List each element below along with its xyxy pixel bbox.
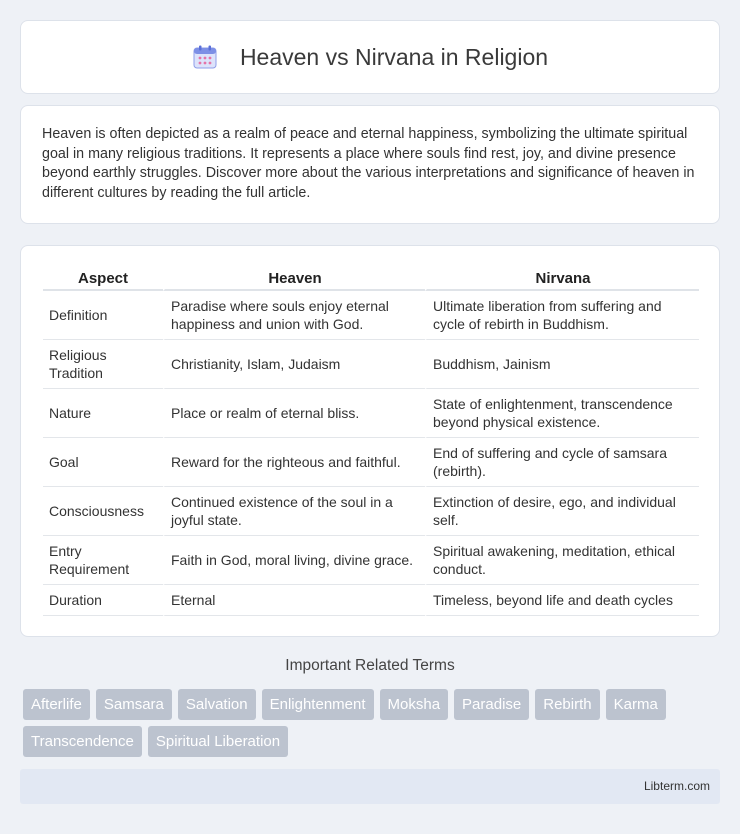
table-header-row: [43, 264, 699, 291]
calendar-icon: [192, 44, 218, 70]
row-heaven: Reward for the righteous and faithful.: [163, 438, 425, 487]
row-heaven: Continued existence of the soul in a joyful state.: [163, 487, 425, 536]
header-card: [20, 20, 720, 94]
row-aspect: Religious Tradition: [43, 340, 163, 389]
row-heaven: Paradise where souls enjoy eternal happiness and union with God.: [163, 291, 425, 340]
row-nirvana: Spiritual awakening, meditation, ethical conduct.: [425, 536, 699, 585]
tag-rebirth[interactable]: Rebirth: [535, 689, 599, 720]
row-aspect: Goal: [43, 438, 163, 487]
header-heaven: Heaven: [163, 264, 425, 291]
row-heaven: Faith in God, moral living, divine grace.: [163, 536, 425, 585]
tag-afterlife[interactable]: Afterlife: [23, 689, 90, 720]
header-nirvana: Nirvana: [425, 264, 699, 291]
tag-salvation[interactable]: Salvation: [178, 689, 256, 720]
row-heaven: Place or realm of eternal bliss.: [163, 389, 425, 438]
footer-site-link[interactable]: Libterm.com: [643, 779, 710, 793]
page-title: Heaven vs Nirvana in Religion: [239, 43, 549, 70]
row-aspect: Entry Requirement: [43, 536, 163, 585]
table-row: [43, 585, 699, 616]
row-aspect: Definition: [43, 291, 163, 340]
related-terms-title: Important Related Terms: [285, 657, 455, 674]
header-aspect: Aspect: [43, 264, 163, 291]
footer: [20, 769, 720, 804]
tag-transcendence[interactable]: Transcendence: [23, 726, 142, 757]
row-nirvana: End of suffering and cycle of samsara (rebirth).: [425, 438, 699, 487]
row-aspect: Nature: [43, 389, 163, 438]
comparison-table: [43, 264, 699, 616]
tag-enlightenment[interactable]: Enlightenment: [262, 689, 374, 720]
table-row: [43, 536, 699, 585]
row-heaven: Christianity, Islam, Judaism: [163, 340, 425, 389]
title-wrap: [192, 44, 548, 71]
row-nirvana: Ultimate liberation from suffering and cycle of rebirth in Buddhism.: [425, 291, 699, 340]
row-aspect: Consciousness: [43, 487, 163, 536]
row-heaven: Eternal: [163, 585, 425, 616]
tag-karma[interactable]: Karma: [606, 689, 666, 720]
intro-text: Heaven is often depicted as a realm of peace and eternal happiness, symbolizing the ultimate spiritual goal in many religious traditions. It represents a place where souls find rest, joy, and divine presence beyond earthly struggles. Discover more about the various interpretations and significance of heaven in different cultures by reading the full article.: [42, 126, 695, 201]
tag-samsara[interactable]: Samsara: [96, 689, 172, 720]
tag-spiritual-liberation[interactable]: Spiritual Liberation: [148, 726, 288, 757]
table-row: [43, 389, 699, 438]
table-row: [43, 438, 699, 487]
related-terms-list: [23, 689, 723, 757]
tag-moksha[interactable]: Moksha: [380, 689, 449, 720]
row-nirvana: Timeless, beyond life and death cycles: [425, 585, 699, 616]
intro-card: [20, 105, 720, 224]
row-aspect: Duration: [43, 585, 163, 616]
row-nirvana: State of enlightenment, transcendence beyond physical existence.: [425, 389, 699, 438]
table-row: [43, 487, 699, 536]
comparison-table-card: [20, 245, 720, 637]
table-row: [43, 291, 699, 340]
table-row: [43, 340, 699, 389]
row-nirvana: Buddhism, Jainism: [425, 340, 699, 389]
row-nirvana: Extinction of desire, ego, and individual self.: [425, 487, 699, 536]
tag-paradise[interactable]: Paradise: [454, 689, 529, 720]
